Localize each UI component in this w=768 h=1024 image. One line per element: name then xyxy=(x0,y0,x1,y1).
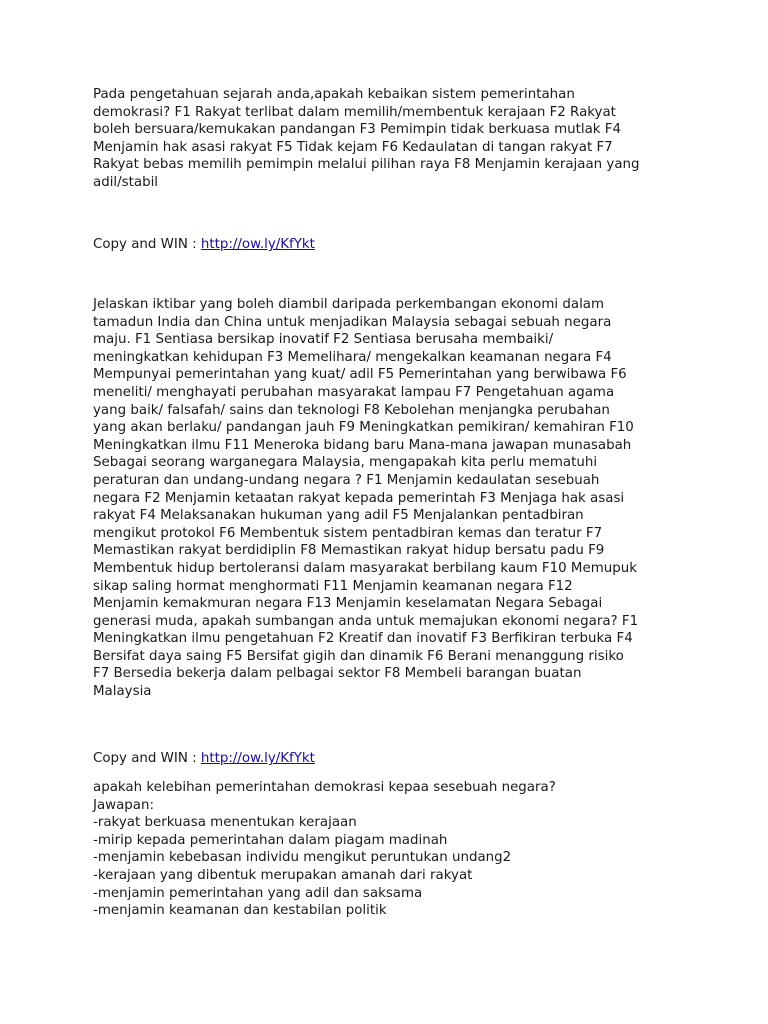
copy-and-win-label: Copy and WIN : xyxy=(93,237,201,252)
text-line: mengikut protokol F6 Membentuk sistem pentadbiran kemas dan teratur F7 xyxy=(93,525,603,541)
text-line: demokrasi? F1 Rakyat terlibat dalam memilih/membentuk kerajaan F2 Rakyat xyxy=(93,104,616,120)
text-line: tamadun India dan China untuk menjadikan Malaysia sebagai sebuah negara xyxy=(93,314,612,330)
text-line: Menjamin kemakmuran negara F13 Menjamin keselamatan Negara Sebagai xyxy=(93,596,603,612)
copy-and-win-line-1 xyxy=(93,236,683,254)
text-line: adil/stabil xyxy=(93,174,159,190)
text-line: Sebagai seorang warganegara Malaysia, mengapakah kita perlu mematuhi xyxy=(93,455,598,471)
text-line: Jelaskan iktibar yang boleh diambil daripada perkembangan ekonomi dalam xyxy=(93,297,605,312)
text-line: F7 Bersedia bekerja dalam pelbagai sektor F8 Membeli barangan buatan xyxy=(93,666,582,682)
text-line: Menjamin hak asasi rakyat F5 Tidak kejam F6 Kedaulatan di tangan rakyat F7 xyxy=(93,139,613,155)
text-line: generasi muda, apakah sumbangan anda untuk memajukan ekonomi negara? F1 xyxy=(93,613,639,629)
text-line: sikap saling hormat menghormati F11 Menjamin keamanan negara F12 xyxy=(93,578,573,594)
text-line: Rakyat bebas memilih pemimpin melalui pilihan raya F8 Menjamin kerajaan yang xyxy=(93,157,640,173)
text-line: boleh bersuara/kemukakan pandangan F3 Pemimpin tidak berkuasa mutlak F4 xyxy=(93,122,622,138)
answer-bullet: -rakyat berkuasa menentukan kerajaan xyxy=(93,815,357,831)
text-line: Bersifat daya saing F5 Bersifat gigih dan dinamik F6 Berani menanggung risiko xyxy=(93,648,624,664)
answer-bullet: -mirip kepada pemerintahan dalam piagam madinah xyxy=(93,832,448,848)
text-line: rakyat F4 Melaksanakan hukuman yang adil F5 Menjalankan pentadbiran xyxy=(93,508,584,524)
text-line: apakah kelebihan pemerintahan demokrasi kepaa sesebuah negara? xyxy=(93,780,556,795)
text-line: yang akan berlaku/ pandangan jauh F9 Meningkatkan pemikiran/ kemahiran F10 xyxy=(93,420,634,436)
text-line: Meningkatkan ilmu F11 Meneroka bidang baru Mana-mana jawapan munasabah xyxy=(93,437,632,453)
answer-bullet: -kerajaan yang dibentuk merupakan amanah dari rakyat xyxy=(93,867,473,883)
text-line: Malaysia xyxy=(93,684,152,700)
answer-bullet: -menjamin pemerintahan yang adil dan saksama xyxy=(93,885,423,901)
copy-and-win-line-2 xyxy=(93,750,683,768)
text-line: yang baik/ falsafah/ sains dan teknologi F8 Kebolehan menjangka perubahan xyxy=(93,402,610,418)
text-line: negara F2 Menjamin ketaatan rakyat kepada pemerintah F3 Menjaga hak asasi xyxy=(93,490,625,506)
text-line: maju. F1 Sentiasa bersikap inovatif F2 Sentiasa berusaha membaiki/ xyxy=(93,332,554,348)
answer-bullet: -menjamin keamanan dan kestabilan politik xyxy=(93,903,387,919)
question-3-paragraph xyxy=(93,779,683,920)
question-2-paragraph xyxy=(93,296,683,701)
question-1-paragraph xyxy=(93,86,683,192)
text-line: meneliti/ menghayati perubahan masyarakat lampau F7 Pengetahuan agama xyxy=(93,384,615,400)
copy-and-win-link[interactable]: http://ow.ly/KfYkt xyxy=(200,751,315,766)
copy-and-win-label: Copy and WIN : xyxy=(93,751,201,766)
text-line: Meningkatkan ilmu pengetahuan F2 Kreatif dan inovatif F3 Berfikiran terbuka F4 xyxy=(93,631,633,647)
text-line: Mempunyai pemerintahan yang kuat/ adil F5 Pemerintahan yang berwibawa F6 xyxy=(93,367,627,383)
text-line: Pada pengetahuan sejarah anda,apakah kebaikan sistem pemerintahan xyxy=(93,87,575,102)
copy-and-win-link[interactable]: http://ow.ly/KfYkt xyxy=(200,237,315,252)
text-line: peraturan dan undang-undang negara ? F1 Menjamin kedaulatan sesebuah xyxy=(93,472,600,488)
text-line: Jawapan: xyxy=(93,797,155,813)
text-line: meningkatkan kehidupan F3 Memelihara/ mengekalkan keamanan negara F4 xyxy=(93,349,612,365)
answer-bullet: -menjamin kebebasan individu mengikut peruntukan undang2 xyxy=(93,850,512,866)
text-line: Memastikan rakyat berdidiplin F8 Memastikan rakyat hidup bersatu padu F9 xyxy=(93,543,605,559)
text-line: Membentuk hidup bertoleransi dalam masyarakat berbilang kaum F10 Memupuk xyxy=(93,560,637,576)
